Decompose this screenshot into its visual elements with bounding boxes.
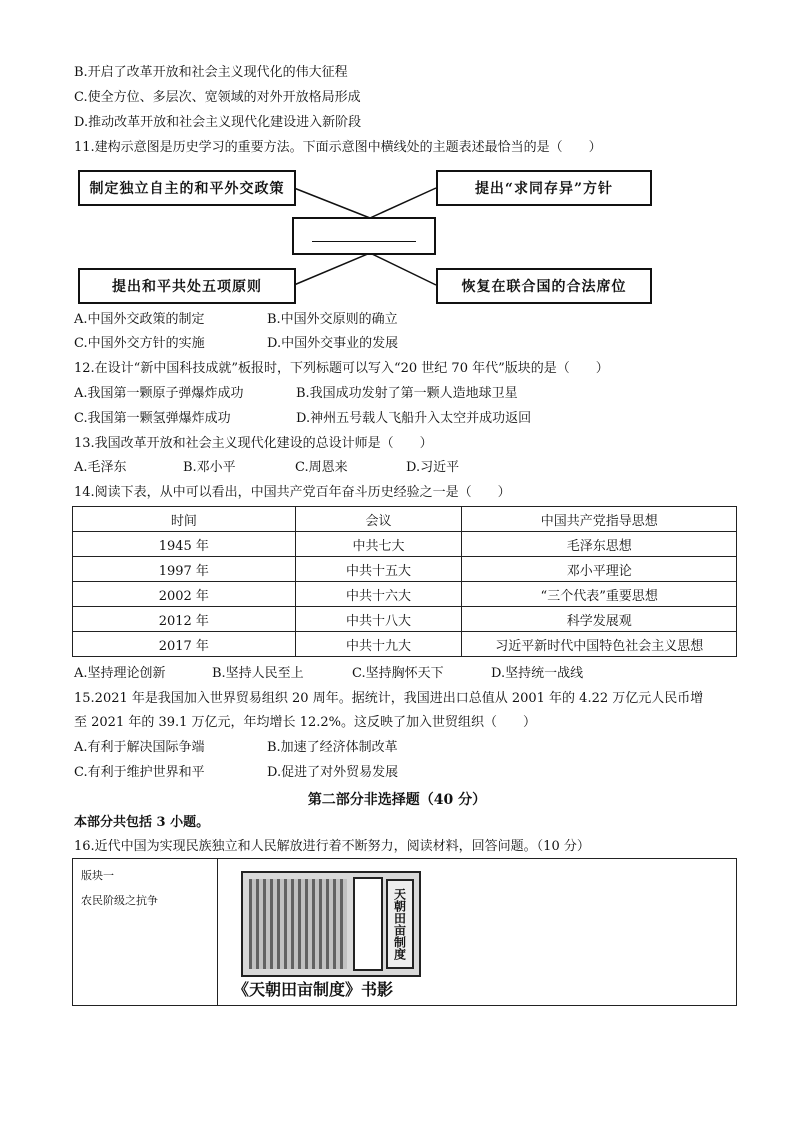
- q15-stem-line2: 至 2021 年的 39.1 万亿元，年均增长 12.2%。这反映了加入世贸组织（ ）: [74, 715, 536, 730]
- q11-option-b: B.中国外交原则的确立: [267, 312, 398, 327]
- table-cell: 毛泽东思想: [462, 532, 737, 557]
- q15-option-b: B.加速了经济体制改革: [267, 740, 398, 755]
- diagram-box-un-seat: 恢复在联合国的合法席位: [436, 268, 652, 304]
- q15-option-a: A.有利于解决国际争端: [74, 740, 205, 755]
- table-header-cell: 时间: [73, 507, 296, 532]
- q16-label-cell: [73, 859, 218, 1005]
- q11-option-a: A.中国外交政策的制定: [74, 312, 205, 327]
- q12-option-b: B.我国成功发射了第一颗人造地球卫星: [296, 386, 518, 401]
- q12-option-a: A.我国第一颗原子弹爆炸成功: [74, 386, 244, 401]
- q11-option-c: C.中国外交方针的实施: [74, 336, 205, 351]
- image-caption: 《天朝田亩制度》书影: [233, 980, 394, 999]
- table-cell: 中共十八大: [295, 607, 462, 632]
- q14-table: [72, 506, 737, 657]
- table-header-cell: 会议: [295, 507, 462, 532]
- table-cell: 中共七大: [295, 532, 462, 557]
- book-cover-image: [241, 871, 421, 977]
- block-label: 版块一: [81, 869, 114, 882]
- table-row: [73, 582, 737, 607]
- q10-option-c: C.使全方位、多层次、宽领域的对外开放格局形成: [74, 90, 361, 105]
- diagram-box-independent-policy: 制定独立自主的和平外交政策: [78, 170, 296, 206]
- table-cell: 邓小平理论: [462, 557, 737, 582]
- table-cell: 中共十五大: [295, 557, 462, 582]
- q15-option-c: C.有利于维护世界和平: [74, 765, 205, 780]
- table-row: [73, 607, 737, 632]
- table-row: [73, 632, 737, 657]
- q13-option-d: D.习近平: [406, 460, 460, 475]
- table-header-row: [73, 507, 737, 532]
- q13-stem: 13.我国改革开放和社会主义现代化建设的总设计师是（ ）: [74, 436, 433, 451]
- diagram-box-seek-common-ground: 提出“求同存异”方针: [436, 170, 652, 206]
- q11-option-d: D.中国外交事业的发展: [267, 336, 399, 351]
- q16-stem: 16.近代中国为实现民族独立和人民解放进行着不断努力，阅读材料，回答问题。（10 分）: [74, 839, 590, 854]
- q13-option-b: B.邓小平: [183, 460, 236, 475]
- q16-material-table: [72, 858, 737, 1006]
- blank-underline: [312, 241, 416, 242]
- q14-option-a: A.坚持理论创新: [74, 666, 166, 681]
- diagram-box-five-principles: 提出和平共处五项原则: [78, 268, 296, 304]
- part2-title: 第二部分非选择题（40 分）: [307, 792, 487, 808]
- q11-stem: 11.建构示意图是历史学习的重要方法。下面示意图中横线处的主题表述最恰当的是（ ）: [74, 140, 602, 155]
- q13-option-c: C.周恩来: [295, 460, 348, 475]
- q14-option-c: C.坚持胸怀天下: [352, 666, 444, 681]
- table-cell: 2017 年: [73, 632, 296, 657]
- q15-stem-line1: 15.2021 年是我国加入世界贸易组织 20 周年。据统计，我国进出口总值从 2001 年的 4.22 万亿元人民币增: [74, 691, 704, 706]
- q14-option-b: B.坚持人民至上: [212, 666, 304, 681]
- q12-option-c: C.我国第一颗氢弹爆炸成功: [74, 411, 231, 426]
- table-cell: 1997 年: [73, 557, 296, 582]
- table-cell: 习近平新时代中国特色社会主义思想: [462, 632, 737, 657]
- table-cell: 1945 年: [73, 532, 296, 557]
- table-cell: 科学发展观: [462, 607, 737, 632]
- part2-note: 本部分共包括 3 小题。: [74, 815, 210, 830]
- diagram-center-blank: [292, 217, 436, 255]
- q10-option-b: B.开启了改革开放和社会主义现代化的伟大征程: [74, 65, 348, 80]
- table-header-cell: 中国共产党指导思想: [462, 507, 737, 532]
- q12-stem: 12.在设计“新中国科技成就”板报时，下列标题可以写入“20 世纪 70 年代”版块的是（ ）: [74, 361, 609, 376]
- table-row: [73, 557, 737, 582]
- q14-stem: 14.阅读下表，从中可以看出，中国共产党百年奋斗历史经验之一是（ ）: [74, 485, 511, 500]
- q14-option-d: D.坚持统一战线: [491, 666, 584, 681]
- table-cell: 2012 年: [73, 607, 296, 632]
- table-cell: 中共十六大: [295, 582, 462, 607]
- q13-option-a: A.毛泽东: [74, 460, 127, 475]
- table-cell: 2002 年: [73, 582, 296, 607]
- block-subtitle: 农民阶级之抗争: [81, 894, 158, 907]
- q12-option-d: D.神州五号载人飞船升入太空并成功返回: [296, 411, 532, 426]
- table-cell: 中共十九大: [295, 632, 462, 657]
- table-row: [73, 532, 737, 557]
- q15-option-d: D.促进了对外贸易发展: [267, 765, 399, 780]
- book-spine-title: 天朝田亩制度: [386, 879, 414, 969]
- table-cell: “三个代表”重要思想: [462, 582, 737, 607]
- q10-option-d: D.推动改革开放和社会主义现代化建设进入新阶段: [74, 115, 362, 130]
